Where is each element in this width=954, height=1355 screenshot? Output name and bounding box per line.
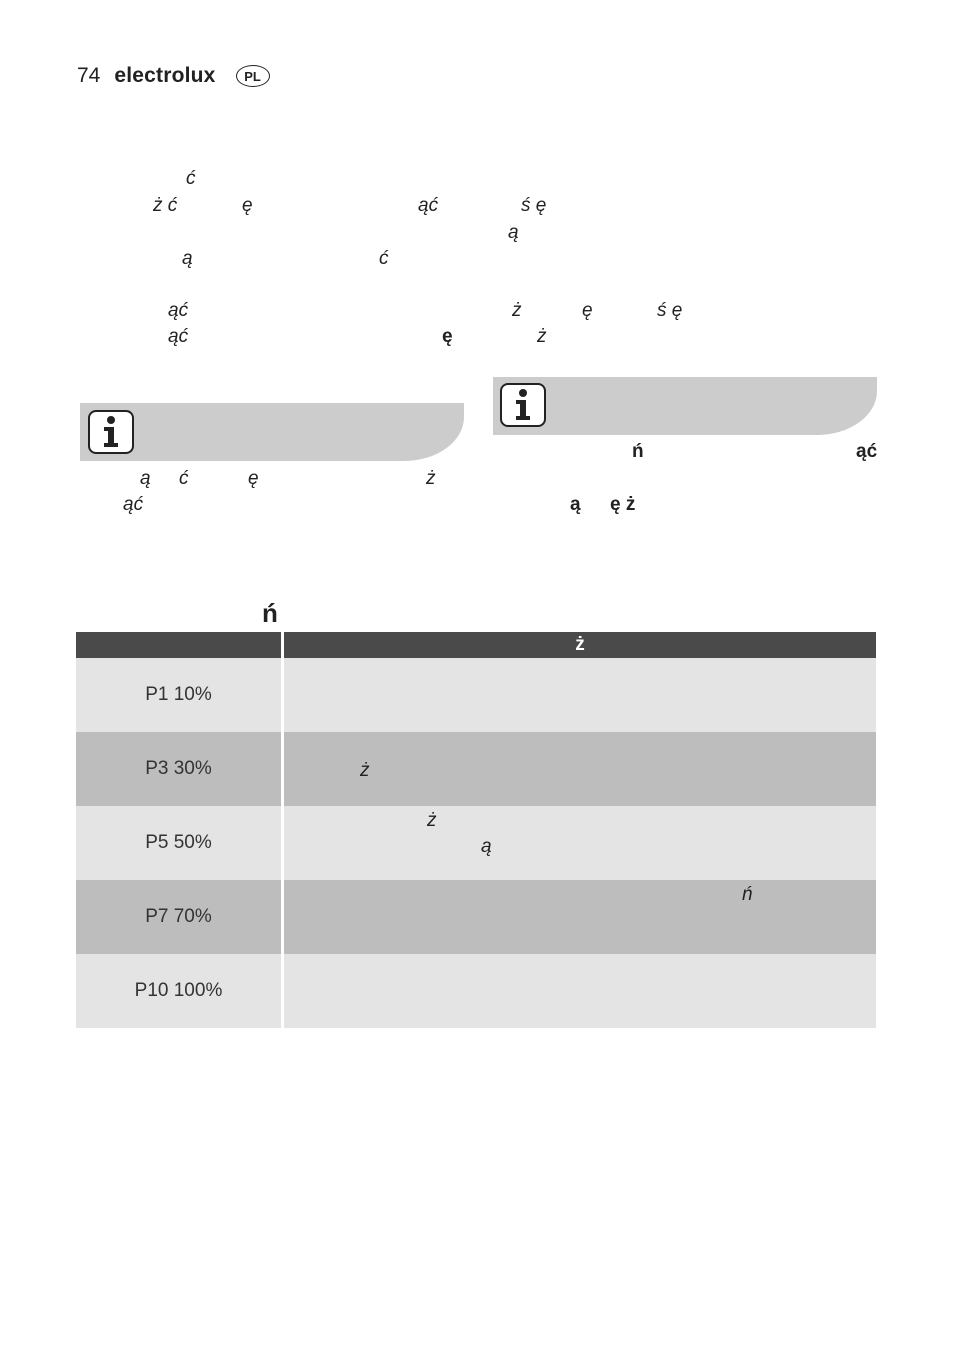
text-fragment: ż	[360, 760, 370, 781]
description-cell	[283, 732, 877, 806]
language-badge: PL	[236, 65, 270, 87]
table-row	[76, 954, 876, 1028]
text-fragment: ś ę	[657, 300, 683, 321]
text-fragment: ę	[242, 195, 253, 216]
text-fragment: ę	[582, 300, 593, 321]
text-fragment: ć	[179, 468, 189, 489]
description-cell	[283, 806, 877, 880]
text-fragment: ż	[427, 810, 437, 831]
text-fragment: ę ż	[610, 494, 636, 515]
power-level-cell: P10 100%	[76, 954, 283, 1028]
info-note-box	[80, 403, 464, 461]
text-fragment: ą	[182, 248, 193, 269]
description-cell	[283, 954, 877, 1028]
page-header	[77, 64, 270, 88]
table-header-row	[76, 632, 876, 658]
text-fragment: ś ę	[521, 195, 547, 216]
text-fragment: ć	[379, 248, 389, 269]
power-level-cell: P7 70%	[76, 880, 283, 954]
power-level-cell: P1 10%	[76, 658, 283, 732]
page-number: 74	[77, 64, 101, 87]
text-fragment: ę	[248, 468, 259, 489]
table-row	[76, 806, 876, 880]
text-fragment: ąć	[418, 195, 439, 216]
text-fragment: ż	[512, 300, 522, 321]
power-level-cell: P5 50%	[76, 806, 283, 880]
power-level-table	[76, 632, 876, 1028]
power-level-cell: P3 30%	[76, 732, 283, 806]
info-icon	[500, 383, 546, 427]
text-fragment: ż	[537, 326, 547, 347]
text-fragment: ą	[481, 836, 492, 857]
text-fragment: ąć	[123, 494, 144, 515]
text-fragment: ą	[508, 222, 519, 243]
text-fragment: ą	[140, 468, 151, 489]
text-fragment: ąć	[168, 326, 189, 347]
text-fragment: ę	[442, 326, 453, 347]
section-heading: ń	[262, 598, 278, 628]
text-fragment: ć	[186, 168, 196, 189]
text-fragment: ż	[426, 468, 436, 489]
text-fragment: ń	[742, 884, 753, 905]
table-row	[76, 658, 876, 732]
description-cell	[283, 658, 877, 732]
column-header-description: ż	[283, 632, 877, 658]
info-icon	[88, 410, 134, 454]
column-header-level	[76, 632, 283, 658]
text-fragment: ąć	[856, 441, 878, 462]
text-fragment: ą	[570, 494, 581, 515]
info-note-box	[493, 377, 877, 435]
brand-logo-text: electrolux	[114, 64, 216, 87]
table-row	[76, 880, 876, 954]
description-cell	[283, 880, 877, 954]
table-row	[76, 732, 876, 806]
text-fragment: ż ć	[153, 195, 178, 216]
text-fragment: ąć	[168, 300, 189, 321]
text-fragment: ń	[632, 441, 644, 462]
